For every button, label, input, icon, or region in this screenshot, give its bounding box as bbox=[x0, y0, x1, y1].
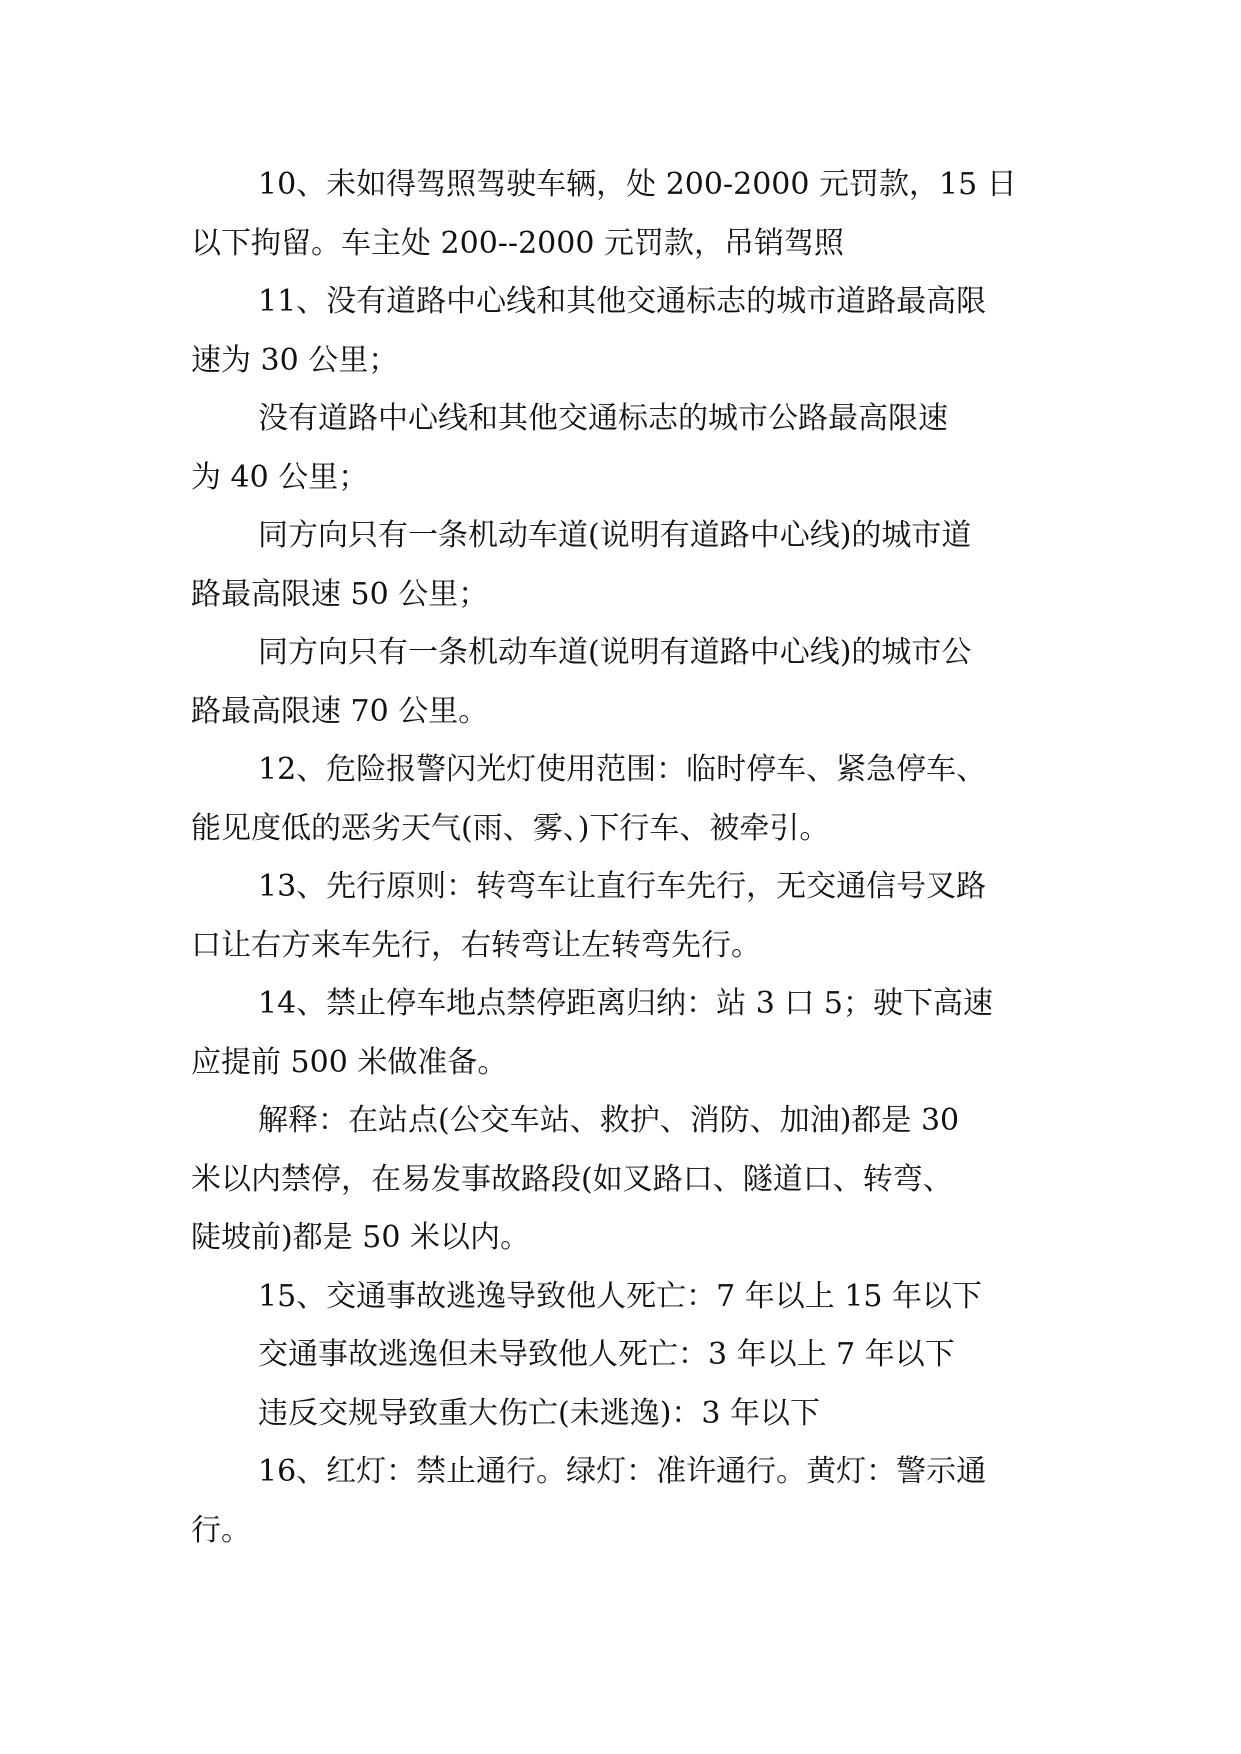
paragraph-line: 同方向只有一条机动车道(说明有道路中心线)的城市道 bbox=[258, 518, 972, 553]
paragraph-line: 没有道路中心线和其他交通标志的城市公路最高限速 bbox=[258, 401, 948, 436]
paragraph-16-traffic-lights bbox=[191, 1443, 1071, 1560]
paragraph-11-speed-limits bbox=[191, 273, 1071, 390]
paragraph-12-hazard-lights bbox=[191, 741, 1071, 858]
paragraph-line: 口让右方来车先行，右转弯让左转弯先行。 bbox=[191, 927, 761, 963]
paragraph-speed-limit-urban-single-lane bbox=[191, 507, 1071, 624]
paragraph-line: 路最高限速 70 公里。 bbox=[191, 693, 489, 729]
paragraph-line: 米以内禁停，在易发事故路段(如叉路口、隧道口、转弯、 bbox=[191, 1161, 953, 1197]
paragraph-line: 交通事故逃逸但未导致他人死亡：3 年以上 7 年以下 bbox=[258, 1337, 955, 1372]
paragraph-line: 15、交通事故逃逸导致他人死亡：7 年以上 15 年以下 bbox=[258, 1278, 983, 1314]
paragraph-speed-limit-highway-single-lane bbox=[191, 624, 1071, 741]
paragraph-line: 以下拘留。车主处 200--2000 元罚款，吊销驾照 bbox=[191, 225, 844, 261]
paragraph-hit-and-run-no-death bbox=[191, 1326, 1071, 1385]
paragraph-line: 应提前 500 米做准备。 bbox=[191, 1044, 508, 1080]
paragraph-15-hit-and-run-death bbox=[191, 1268, 1071, 1327]
paragraph-line: 11、没有道路中心线和其他交通标志的城市道路最高限 bbox=[258, 284, 987, 319]
paragraph-line: 行。 bbox=[191, 1512, 251, 1548]
paragraph-line: 为 40 公里； bbox=[191, 459, 369, 495]
paragraph-line: 路最高限速 50 公里； bbox=[191, 576, 489, 612]
paragraph-13-right-of-way bbox=[191, 858, 1071, 975]
paragraph-line: 解释：在站点(公交车站、救护、消防、加油)都是 30 bbox=[258, 1103, 960, 1138]
paragraph-line: 同方向只有一条机动车道(说明有道路中心线)的城市公 bbox=[258, 635, 972, 670]
paragraph-serious-casualty-no-escape bbox=[191, 1385, 1071, 1444]
paragraph-line: 陡坡前)都是 50 米以内。 bbox=[191, 1220, 530, 1255]
paragraph-line: 14、禁止停车地点禁停距离归纳：站 3 口 5；驶下高速 bbox=[258, 986, 993, 1021]
paragraph-speed-limit-highway-no-centerline bbox=[191, 390, 1071, 507]
paragraph-no-parking-explanation bbox=[191, 1092, 1071, 1268]
paragraph-line: 能见度低的恶劣天气(雨、雾、)下行车、被牵引。 bbox=[191, 810, 830, 846]
paragraph-line: 违反交规导致重大伤亡(未逃逸)：3 年以下 bbox=[258, 1395, 821, 1431]
paragraph-line: 速为 30 公里； bbox=[191, 342, 399, 378]
paragraph-line: 10、未如得驾照驾驶车辆，处 200-2000 元罚款，15 日 bbox=[258, 167, 1017, 202]
paragraph-line: 13、先行原则：转弯车让直行车先行，无交通信号叉路 bbox=[258, 869, 987, 904]
paragraph-10-unlicensed-driving bbox=[191, 156, 1071, 273]
document-body bbox=[191, 156, 1071, 1560]
paragraph-line: 16、红灯：禁止通行。绿灯：准许通行。黄灯：警示通 bbox=[258, 1454, 987, 1489]
paragraph-line: 12、危险报警闪光灯使用范围：临时停车、紧急停车、 bbox=[258, 752, 987, 787]
paragraph-14-no-parking-zones bbox=[191, 975, 1071, 1092]
